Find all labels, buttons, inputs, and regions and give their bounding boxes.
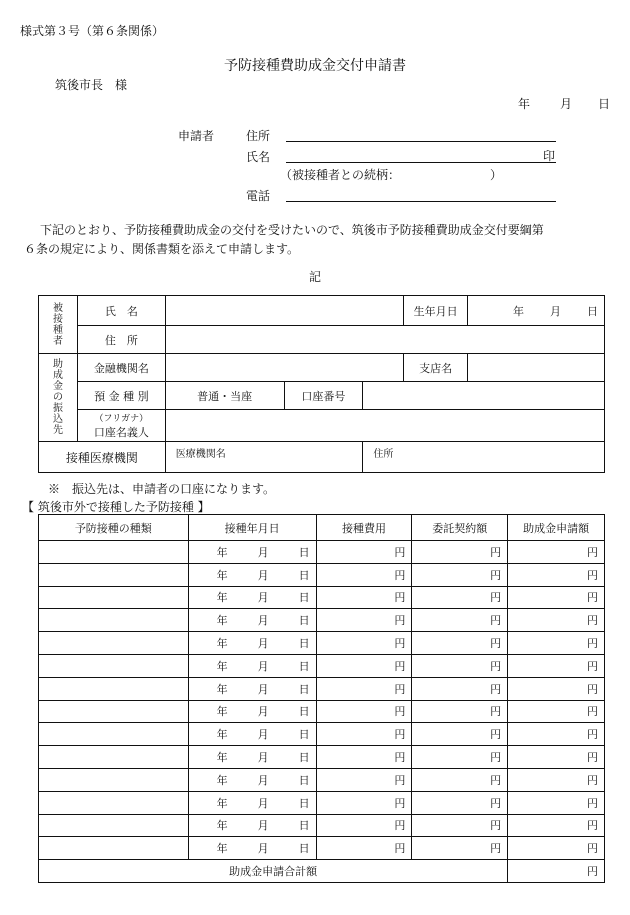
vaccination-date-cell[interactable]: 年 月 日 (188, 700, 316, 723)
vaccination-date-cell[interactable]: 年 月 日 (188, 837, 316, 860)
table-row (39, 654, 605, 677)
body-text-line-1: 下記のとおり、予防接種費助成金の交付を受けたいので、筑後市予防接種費助成金交付要綱第 (40, 223, 544, 237)
subsidy-amount-cell[interactable]: 円 (508, 791, 605, 814)
page-title: 予防接種費助成金交付申請書 (224, 58, 406, 74)
bank-transfer-header: 助 成 金 の 振 込 先 (39, 354, 78, 442)
applicant-address-label: 住所 (246, 129, 271, 143)
vaccine-type-cell[interactable] (39, 814, 189, 837)
header-subsidy-amount: 助成金申請額 (508, 515, 605, 541)
seal-mark: 印 (543, 149, 556, 163)
vaccination-cost-cell[interactable]: 円 (316, 814, 412, 837)
vaccine-type-cell[interactable] (39, 654, 189, 677)
contract-amount-cell[interactable]: 円 (412, 723, 508, 746)
vaccination-cost-cell[interactable]: 円 (316, 723, 412, 746)
vaccination-date-cell[interactable]: 年 月 日 (188, 586, 316, 609)
subsidy-amount-cell[interactable]: 円 (508, 700, 605, 723)
vaccine-type-cell[interactable] (39, 700, 189, 723)
subsidy-amount-cell[interactable]: 円 (508, 814, 605, 837)
vaccine-type-cell[interactable] (39, 541, 189, 564)
contract-amount-cell[interactable]: 円 (412, 746, 508, 769)
vaccine-type-cell[interactable] (39, 677, 189, 700)
table-row (39, 723, 605, 746)
account-holder-cell[interactable] (165, 410, 604, 442)
birth-date-cell[interactable]: 年 月 日 (468, 296, 605, 326)
table-row (39, 609, 605, 632)
vaccination-cost-cell[interactable]: 円 (316, 563, 412, 586)
vaccine-type-cell[interactable] (39, 563, 189, 586)
subsidy-amount-cell[interactable]: 円 (508, 541, 605, 564)
vaccination-cost-cell[interactable]: 円 (316, 654, 412, 677)
deposit-type-value[interactable]: 普通・当座 (165, 382, 284, 410)
table-row (39, 746, 605, 769)
header-vaccine-type: 予防接種の種類 (39, 515, 189, 541)
form-number: 様式第３号（第６条関係） (20, 24, 165, 38)
total-label: 助成金申請合計額 (39, 860, 508, 883)
vaccination-detail-table (38, 514, 605, 883)
clinic-name-cell[interactable]: 医療機関名 (165, 442, 363, 473)
contract-amount-cell[interactable]: 円 (412, 837, 508, 860)
contract-amount-cell[interactable]: 円 (412, 632, 508, 655)
table-row (39, 768, 605, 791)
vaccination-cost-cell[interactable]: 円 (316, 609, 412, 632)
total-amount-cell[interactable]: 円 (508, 860, 605, 883)
header-vaccination-cost: 接種費用 (316, 515, 412, 541)
vaccine-type-cell[interactable] (39, 632, 189, 655)
vaccination-date-cell[interactable]: 年 月 日 (188, 723, 316, 746)
clinic-address-cell[interactable]: 住所 (363, 442, 605, 473)
subsidy-amount-cell[interactable]: 円 (508, 746, 605, 769)
applicant-info-table (38, 295, 605, 473)
vaccination-cost-cell[interactable]: 円 (316, 746, 412, 769)
header-vaccination-date: 接種年月日 (188, 515, 316, 541)
vaccination-date-cell[interactable]: 年 月 日 (188, 746, 316, 769)
subsidy-amount-cell[interactable]: 円 (508, 768, 605, 791)
contract-amount-cell[interactable]: 円 (412, 609, 508, 632)
vaccine-type-cell[interactable] (39, 586, 189, 609)
vaccination-cost-cell[interactable]: 円 (316, 541, 412, 564)
table-row (39, 563, 605, 586)
vaccination-cost-cell[interactable]: 円 (316, 632, 412, 655)
applicant-name-label: 氏名 (246, 150, 271, 164)
subsidy-amount-cell[interactable]: 円 (508, 723, 605, 746)
vaccination-cost-cell[interactable]: 円 (316, 586, 412, 609)
deposit-type-label: 預 金 種 別 (77, 382, 165, 410)
applicant-address-field[interactable] (286, 141, 556, 142)
bank-name-cell[interactable] (165, 354, 403, 382)
vaccine-type-cell[interactable] (39, 837, 189, 860)
vaccination-date-cell[interactable]: 年 月 日 (188, 541, 316, 564)
contract-amount-cell[interactable]: 円 (412, 654, 508, 677)
ki-heading: 記 (309, 270, 322, 284)
contract-amount-cell[interactable]: 円 (412, 791, 508, 814)
account-holder-label: （フリガナ） 口座名義人 (77, 410, 165, 442)
contract-amount-cell[interactable]: 円 (412, 541, 508, 564)
subsidy-amount-cell[interactable]: 円 (508, 586, 605, 609)
table-row (39, 677, 605, 700)
branch-cell[interactable] (468, 354, 605, 382)
table-row (39, 791, 605, 814)
subsidy-amount-cell[interactable]: 円 (508, 677, 605, 700)
vaccination-cost-cell[interactable]: 円 (316, 837, 412, 860)
vaccination-cost-cell[interactable]: 円 (316, 700, 412, 723)
address-label: 住 所 (77, 326, 165, 354)
body-text-line-2: ６条の規定により、関係書類を添えて申請します。 (24, 242, 300, 256)
contract-amount-cell[interactable]: 円 (412, 768, 508, 791)
account-number-label: 口座番号 (284, 382, 363, 410)
name-label: 氏 名 (77, 296, 165, 326)
header-contract-amount: 委託契約額 (412, 515, 508, 541)
applicant-phone-label: 電話 (246, 189, 271, 203)
subsidy-amount-cell[interactable]: 円 (508, 632, 605, 655)
table-row (39, 541, 605, 564)
contract-amount-cell[interactable]: 円 (412, 700, 508, 723)
table-row (39, 632, 605, 655)
subsidy-amount-cell[interactable]: 円 (508, 837, 605, 860)
table-row (39, 814, 605, 837)
vaccination-date-cell[interactable]: 年 月 日 (188, 677, 316, 700)
contract-amount-cell[interactable]: 円 (412, 586, 508, 609)
subsidy-amount-cell[interactable]: 円 (508, 609, 605, 632)
vaccinated-name-cell[interactable] (165, 296, 403, 326)
vaccine-type-cell[interactable] (39, 791, 189, 814)
vaccine-type-cell[interactable] (39, 723, 189, 746)
date-day-label: 日 (598, 97, 611, 111)
branch-label: 支店名 (404, 354, 468, 382)
vaccination-date-cell[interactable]: 年 月 日 (188, 654, 316, 677)
note-text: ※ 振込先は、申請者の口座になります。 (48, 482, 276, 496)
table-row (39, 700, 605, 723)
applicant-phone-field[interactable] (286, 201, 556, 202)
contract-amount-cell[interactable]: 円 (412, 677, 508, 700)
vaccinated-address-cell[interactable] (165, 326, 604, 354)
vaccination-date-cell[interactable]: 年 月 日 (188, 632, 316, 655)
bank-name-label: 金融機関名 (77, 354, 165, 382)
applicant-label: 申請者 (178, 129, 215, 143)
vaccination-date-cell[interactable]: 年 月 日 (188, 814, 316, 837)
vaccine-type-cell[interactable] (39, 768, 189, 791)
vaccination-date-cell[interactable]: 年 月 日 (188, 791, 316, 814)
contract-amount-cell[interactable]: 円 (412, 563, 508, 586)
vaccination-cost-cell[interactable]: 円 (316, 677, 412, 700)
vaccination-cost-cell[interactable]: 円 (316, 791, 412, 814)
account-number-cell[interactable] (363, 382, 605, 410)
relation-text: （被接種者との続柄： ） (280, 168, 503, 182)
vaccination-date-cell[interactable]: 年 月 日 (188, 768, 316, 791)
addressee: 筑後市長 様 (55, 78, 128, 92)
date-month-label: 月 (560, 97, 573, 111)
total-row (39, 860, 605, 883)
subsidy-amount-cell[interactable]: 円 (508, 654, 605, 677)
table-row (39, 837, 605, 860)
table-row (39, 586, 605, 609)
date-year-label: 年 (518, 97, 531, 111)
vaccinated-person-header: 被 接 種 者 (39, 296, 78, 354)
birth-label: 生年月日 (404, 296, 468, 326)
vaccination-cost-cell[interactable]: 円 (316, 768, 412, 791)
vaccination-date-cell[interactable]: 年 月 日 (188, 563, 316, 586)
vaccination-date-cell[interactable]: 年 月 日 (188, 609, 316, 632)
applicant-name-field[interactable] (286, 162, 556, 163)
vaccine-type-cell[interactable] (39, 746, 189, 769)
section-title: 【 筑後市外で接種した予防接種 】 (22, 500, 210, 514)
subsidy-amount-cell[interactable]: 円 (508, 563, 605, 586)
clinic-label: 接種医療機関 (39, 442, 166, 473)
contract-amount-cell[interactable]: 円 (412, 814, 508, 837)
vaccine-type-cell[interactable] (39, 609, 189, 632)
